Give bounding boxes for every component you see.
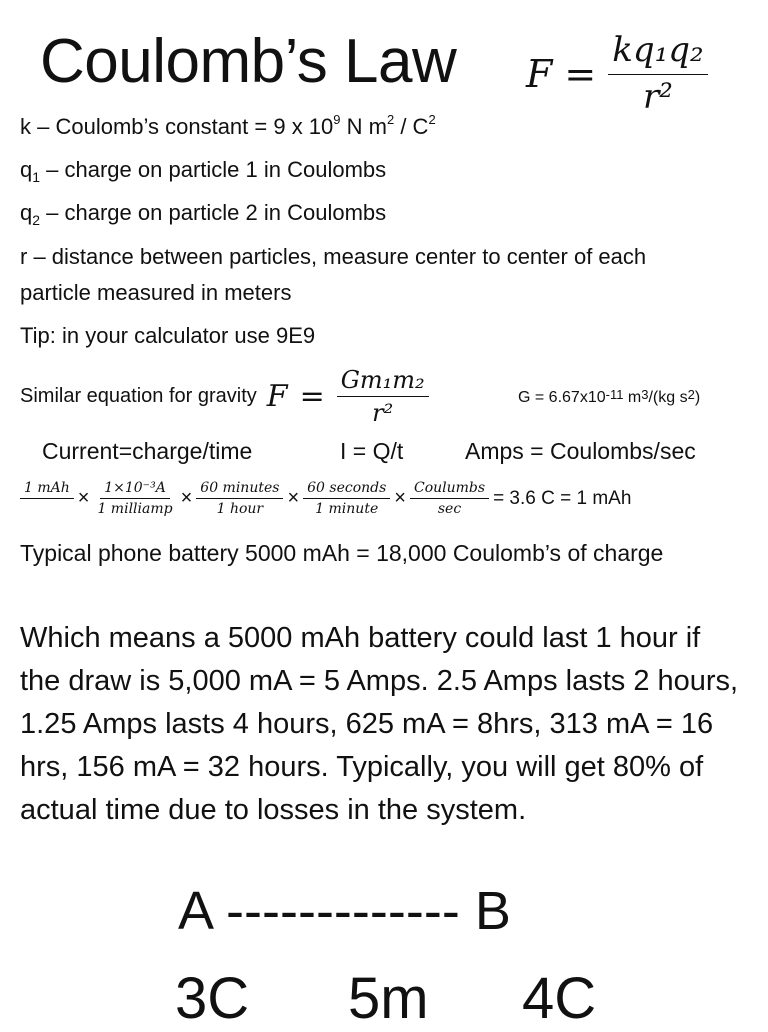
definition-q2 [20, 200, 386, 226]
coulomb-eq-fraction [608, 30, 707, 117]
coulomb-eq-lhs: F [526, 51, 553, 96]
calculator-tip: Tip: in your calculator use 9E9 [20, 323, 316, 348]
times-sign: × [77, 487, 90, 509]
battery-fact: Typical phone battery 5000 mAh = 18,000 Coulomb’s of charge [20, 540, 664, 566]
current-definition: Current=charge/time [42, 438, 253, 464]
gravity-eq-lhs: F [266, 379, 288, 414]
gconst-exp: -11 [605, 387, 624, 402]
charge-a-label: 3C [175, 966, 250, 1031]
conv-f3-numerator: 60 minutes [196, 480, 283, 499]
conv-fraction-2 [93, 480, 176, 517]
conv-f2-denominator: 1 milliamp [97, 501, 173, 517]
gconst-end: ) [694, 389, 701, 406]
times-sign: × [180, 487, 193, 509]
k-exponent: 9 [333, 112, 341, 127]
conv-f5-denominator: sec [437, 501, 462, 517]
q1-symbol: q [20, 157, 33, 182]
definition-r-line1: r – distance between particles, measure center to center of each [20, 244, 647, 269]
current-units: Amps = Coulombs/sec [465, 438, 696, 464]
conv-fraction-3 [196, 480, 283, 517]
gravity-eq-equals: = [299, 379, 325, 414]
gravity-lead-text: Similar equation for gravity [20, 385, 257, 407]
coulomb-eq-denominator: r² [642, 77, 673, 117]
distance-diagram-line: A ------------- B [178, 881, 511, 941]
definition-r-line2: particle measured in meters [20, 280, 292, 305]
coulomb-eq-equals: = [564, 51, 597, 96]
unit-conversion [20, 480, 631, 517]
gravity-eq-numerator: Gm₁m₂ [337, 366, 429, 397]
conv-f4-numerator: 60 seconds [303, 480, 390, 499]
gconst-exp3: 2 [687, 387, 695, 402]
conv-f4-denominator: 1 minute [315, 501, 379, 517]
conv-result: = 3.6 C = 1 mAh [493, 487, 632, 509]
k-units-b: / C [394, 114, 429, 139]
coulomb-eq-numerator: kq₁q₂ [608, 30, 707, 75]
q2-text: – charge on particle 2 in Coulombs [40, 200, 387, 225]
gravity-eq-fraction [337, 366, 429, 427]
conv-f2-numerator: 1×10⁻³A [100, 480, 170, 499]
definition-k [20, 114, 436, 140]
q1-text: – charge on particle 1 in Coulombs [40, 157, 387, 182]
distance-label: 5m [348, 966, 429, 1031]
gravity-eq-denominator: r² [372, 399, 394, 427]
times-sign: × [287, 487, 300, 509]
k-units-a: N m [340, 114, 387, 139]
page-title: Coulomb’s Law [40, 27, 457, 96]
gconst-exp2: 3 [641, 387, 649, 402]
q2-subscript: 2 [32, 212, 41, 228]
gravity-equation-row [20, 366, 429, 427]
k-units-exp-b: 2 [428, 112, 436, 127]
conv-fraction-4 [303, 480, 390, 517]
conv-fraction-5 [410, 480, 489, 517]
gconst-mid: m [623, 389, 642, 406]
gravity-equation [267, 366, 429, 427]
gconst-prefix: G = 6.67x10 [518, 389, 606, 406]
current-formula: I = Q/t [340, 438, 404, 464]
conv-f5-numerator: Coulumbs [410, 480, 489, 499]
conv-f3-denominator: 1 hour [216, 501, 264, 517]
q1-subscript: 1 [32, 169, 41, 185]
times-sign: × [394, 487, 406, 509]
conv-f1-denominator [41, 499, 53, 517]
definition-q1 [20, 157, 386, 183]
gconst-mid2: /(kg s [648, 389, 688, 406]
gravity-constant [518, 389, 700, 407]
q2-symbol: q [20, 200, 33, 225]
conv-fraction-1 [20, 480, 74, 517]
k-text: k – Coulomb’s constant = 9 x 10 [20, 114, 334, 139]
coulomb-equation [526, 30, 708, 117]
conv-f1-numerator: 1 mAh [20, 480, 74, 499]
k-units-exp-a: 2 [386, 112, 395, 127]
charge-b-label: 4C [522, 966, 597, 1031]
battery-paragraph: Which means a 5000 mAh battery could last 1 hour if the draw is 5,000 mA = 5 Amps. 2.5 Amps lasts 2 hours, 1.25 Amps lasts 4 hours, 625 mA = 8hrs, 313 mA = 16 hrs, 156 mA = 32 hours. Typically, you will get 80% of actual time due to losses in the system. [20, 622, 739, 826]
